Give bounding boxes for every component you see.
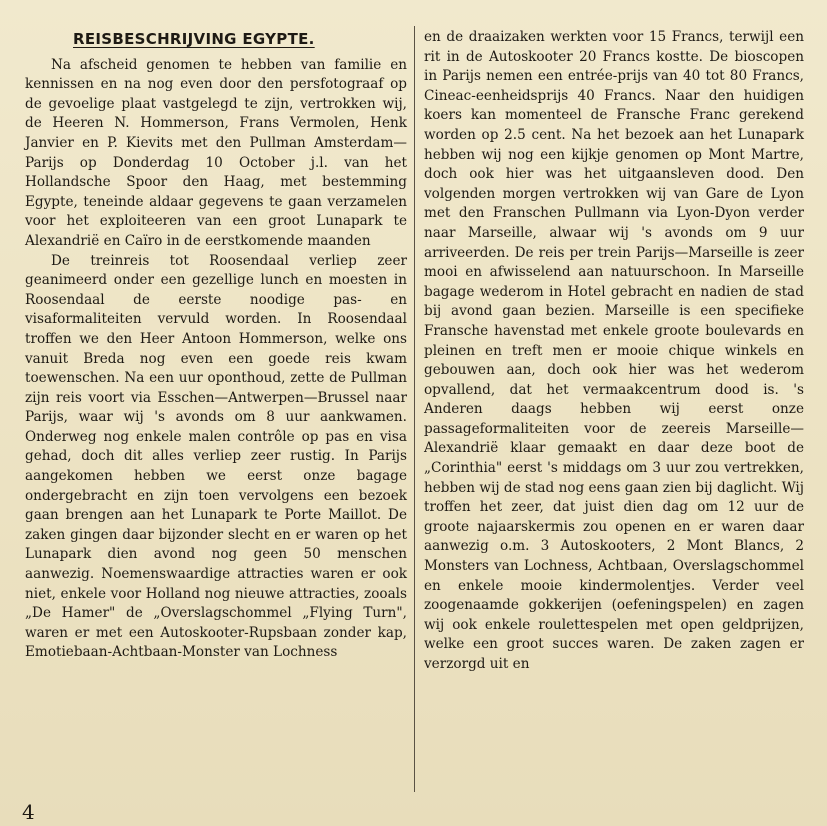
page-number: 4 xyxy=(22,800,35,824)
left-column xyxy=(25,22,407,663)
paragraph: en de draaizaken werkten voor 15 Francs, terwijl een rit in de Autoskooter 20 Francs kostte. De bioscopen in Parijs nemen een entrée-prijs van 40 tot 80 Francs, Cineac-eenheidsprijs 40 Francs. Naar den huidigen koers kan momenteel de Fransche Franc gerekend worden op 2.5 cent. Na het bezoek aan het Lunapark hebben wij nog een kijkje genomen op Mont Martre, doch ook hier was het uitgaansleven dood. Den volgenden morgen vertrokken wij van Gare de Lyon met den Franschen Pullmann via Lyon-Dyon verder naar Marseille, alwaar wij 's avonds om 9 uur arriveerden. De reis per trein Parijs—Marseille is zeer mooi en afwisselend aan natuurschoon. In Marseille bagage wederom in Hotel gebracht en nadien de stad bij avond gaan bezien. Marseille is een specifieke Fransche havenstad met enkele groote boulevards en pleinen en treft men er mooie chique winkels en gebouwen aan, doch ook hier was het wederom opvallend, dat het vermaakcentrum dood is. 's Anderen daags hebben wij eerst onze passageformaliteiten voor de zeereis Marseille—Alexandrië klaar gemaakt en daar deze boot de „Corinthia" eerst 's middags om 3 uur zou vertrekken, hebben wij de stad nog eens gaan zien bij daglicht. Wij troffen het zeer, dat juist dien dag om 12 uur de groote najaarskermis zou openen en er waren daar aanwezig o.m. 3 Autoskooters, 2 Mont Blancs, 2 Monsters van Lochness, Achtbaan, Overslagschommel en enkele mooie kindermolentjes. Verder veel zoogenaamde gokkerijen (oefeningspelen) en zagen wij ook enkele roulettespelen met open geldprijzen, welke een groot succes waren. De zaken zagen er verzorgd uit en xyxy=(424,29,804,672)
column-divider xyxy=(414,26,415,792)
paragraph: De treinreis tot Roosendaal verliep zeer geanimeerd onder een gezellige lunch en moesten in Roosendaal de eerste noodige pas- en visaformaliteiten vervuld worden. In Roosendaal troffen we den Heer Antoon Hommerson, welke ons vanuit Breda nog even een goede reis kwam toewenschen. Na een uur oponthoud, zette de Pullman zijn reis voort via Esschen—Antwerpen—Brussel naar Parijs, waar wij 's avonds om 8 uur aankwamen. Onderweg nog enkele malen contrôle op pas en visa gehad, doch dit alles verliep zeer rustig. In Parijs aangekomen hebben we eerst onze bagage ondergebracht en zijn toen vervolgens een bezoek gaan brengen aan het Lunapark te Porte Maillot. De zaken gingen daar bijzonder slecht en er waren op het Lunapark dien avond nog geen 50 menschen aanwezig. Noemenswaardige attracties waren er ook niet, enkele voor Holland nog nieuwe attracties, zooals „De Hamer" de „Overslagschommel „Flying Turn", waren er met een Autoskooter-Rupsbaan zonder kap, Emotiebaan-Achtbaan-Monster van Lochness xyxy=(25,252,407,661)
article-title: REISBESCHRIJVING EGYPTE. xyxy=(73,30,315,48)
right-column xyxy=(424,28,804,675)
paragraph: Na afscheid genomen te hebben van familie en kennissen en na nog even door den persfotograaf op de gevoelige plaat vastgelegd te zijn, vertrokken wij, de Heeren N. Hommerson, Frans Vermolen, Henk Janvier en P. Kievits met den Pullman Amsterdam—Parijs op Donderdag 10 October j.l. van het Hollandsche Spoor den Haag, met bestemming Egypte, teneinde aldaar gegevens te gaan verzamelen voor het exploiteeren van een groot Lunapark te Alexandrië en Caïro in de eerstkomende maanden xyxy=(25,56,407,249)
